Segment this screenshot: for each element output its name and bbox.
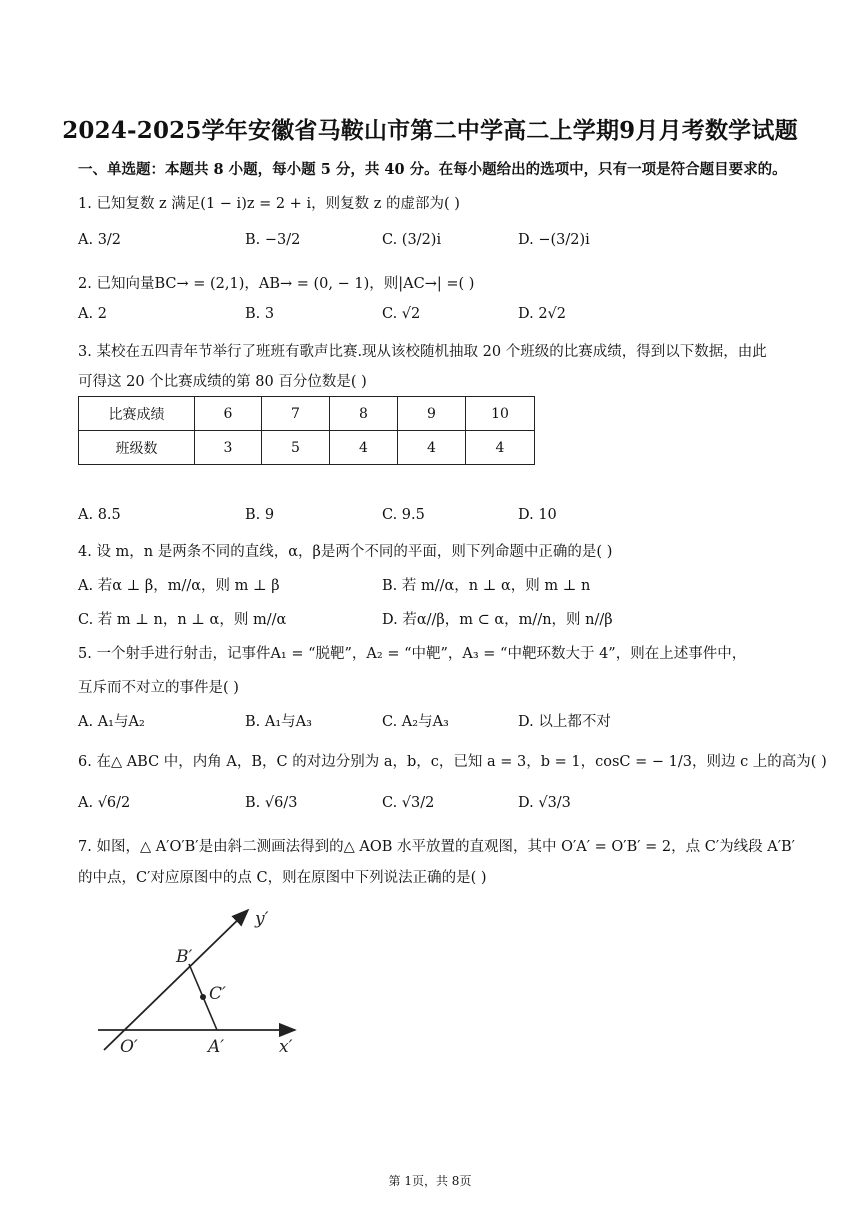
question-4-option-c: C. 若 m ⊥ n，n ⊥ α，则 m//α	[78, 612, 287, 628]
score-table	[78, 396, 535, 465]
question-2-option-a: A. 2	[78, 306, 107, 322]
label-b-prime: B′	[176, 947, 193, 967]
question-4-option-b: B. 若 m//α，n ⊥ α，则 m ⊥ n	[382, 578, 591, 594]
question-5-stem-line-2: 互斥而不对立的事件是( )	[78, 680, 239, 696]
question-6-option-d: D. √3/3	[518, 795, 571, 811]
table-row	[79, 431, 535, 465]
label-a-prime: A′	[208, 1037, 225, 1057]
label-x-prime: x′	[279, 1037, 293, 1057]
question-1-option-b: B. −3/2	[245, 232, 301, 248]
question-1-option-a: A. 3/2	[78, 232, 122, 248]
table-cell: 4	[398, 431, 466, 465]
question-5-stem-line-1: 5. 一个射手进行射击，记事件A₁ = “脱靶”，A₂ = “中靶”，A₃ = “中靶环数大于 4”，则在上述事件中，	[78, 646, 747, 662]
page-footer: 第 1页，共 8页	[388, 1174, 472, 1188]
question-5-option-b: B. A₁与A₃	[245, 714, 312, 730]
label-c-prime: C′	[209, 984, 226, 1004]
question-6-option-a: A. √6/2	[78, 795, 131, 811]
point-c	[200, 994, 206, 1000]
question-2-option-c: C. √2	[382, 306, 421, 322]
question-6-stem: 6. 在△ ABC 中，内角 A，B，C 的对边分别为 a，b，c，已知 a = 3，b = 1，cosC = − 1/3，则边 c 上的高为( )	[78, 754, 827, 770]
question-6-option-c: C. √3/2	[382, 795, 435, 811]
question-3-option-a: A. 8.5	[78, 507, 121, 523]
table-cell: 3	[195, 431, 262, 465]
question-4-option-d: D. 若α//β，m ⊂ α，m//n，则 n//β	[382, 612, 613, 628]
table-cell: 7	[262, 397, 330, 431]
question-5-option-d: D. 以上都不对	[518, 714, 611, 730]
section-heading: 一、单选题：本题共 8 小题，每小题 5 分，共 40 分。在每小题给出的选项中，只有一项是符合题目要求的。	[78, 161, 787, 178]
question-2-option-b: B. 3	[245, 306, 275, 322]
question-3-option-d: D. 10	[518, 507, 557, 523]
page-title: 2024-2025学年安徽省马鞍山市第二中学高二上学期9月月考数学试题	[62, 117, 798, 144]
table-row	[79, 397, 535, 431]
question-3-option-b: B. 9	[245, 507, 275, 523]
question-3-option-c: C. 9.5	[382, 507, 425, 523]
table-cell: 4	[466, 431, 535, 465]
question-6-option-b: B. √6/3	[245, 795, 298, 811]
question-7-stem-line-1: 7. 如图，△ A′O′B′是由斜二测画法得到的△ AOB 水平放置的直观图，其中 O′A′ = O′B′ = 2，点 C′为线段 A′B′	[78, 839, 795, 855]
question-2-stem: 2. 已知向量BC→ = (2,1)，AB→ = (0, − 1)，则|AC→| =( )	[78, 276, 475, 292]
table-cell: 比赛成绩	[79, 397, 195, 431]
question-1-stem: 1. 已知复数 z 满足(1 − i)z = 2 + i，则复数 z 的虚部为( )	[78, 196, 460, 212]
question-1-option-c: C. (3/2)i	[382, 232, 442, 248]
question-5-option-a: A. A₁与A₂	[78, 714, 145, 730]
table-cell: 5	[262, 431, 330, 465]
table-cell: 班级数	[79, 431, 195, 465]
table-cell: 8	[330, 397, 398, 431]
question-5-option-c: C. A₂与A₃	[382, 714, 449, 730]
y-axis	[104, 910, 248, 1050]
label-y-prime: y′	[255, 909, 269, 929]
table-cell: 9	[398, 397, 466, 431]
table-cell: 10	[466, 397, 535, 431]
question-7-stem-line-2: 的中点，C′对应原图中的点 C，则在原图中下列说法正确的是( )	[78, 870, 487, 886]
question-4-stem: 4. 设 m，n 是两条不同的直线，α，β是两个不同的平面，则下列命题中正确的是( )	[78, 544, 613, 560]
question-1-option-d: D. −(3/2)i	[518, 232, 590, 248]
question-2-option-d: D. 2√2	[518, 306, 567, 322]
question-3-stem-line-1: 3. 某校在五四青年节举行了班班有歌声比赛.现从该校随机抽取 20 个班级的比赛成绩，得到以下数据，由此	[78, 344, 767, 360]
label-o-prime: O′	[120, 1037, 138, 1057]
table-cell: 4	[330, 431, 398, 465]
table-cell: 6	[195, 397, 262, 431]
question-4-option-a: A. 若α ⊥ β，m//α，则 m ⊥ β	[78, 578, 280, 594]
oblique-projection-figure	[90, 900, 320, 1060]
question-3-stem-line-2: 可得这 20 个比赛成绩的第 80 百分位数是( )	[78, 374, 367, 390]
